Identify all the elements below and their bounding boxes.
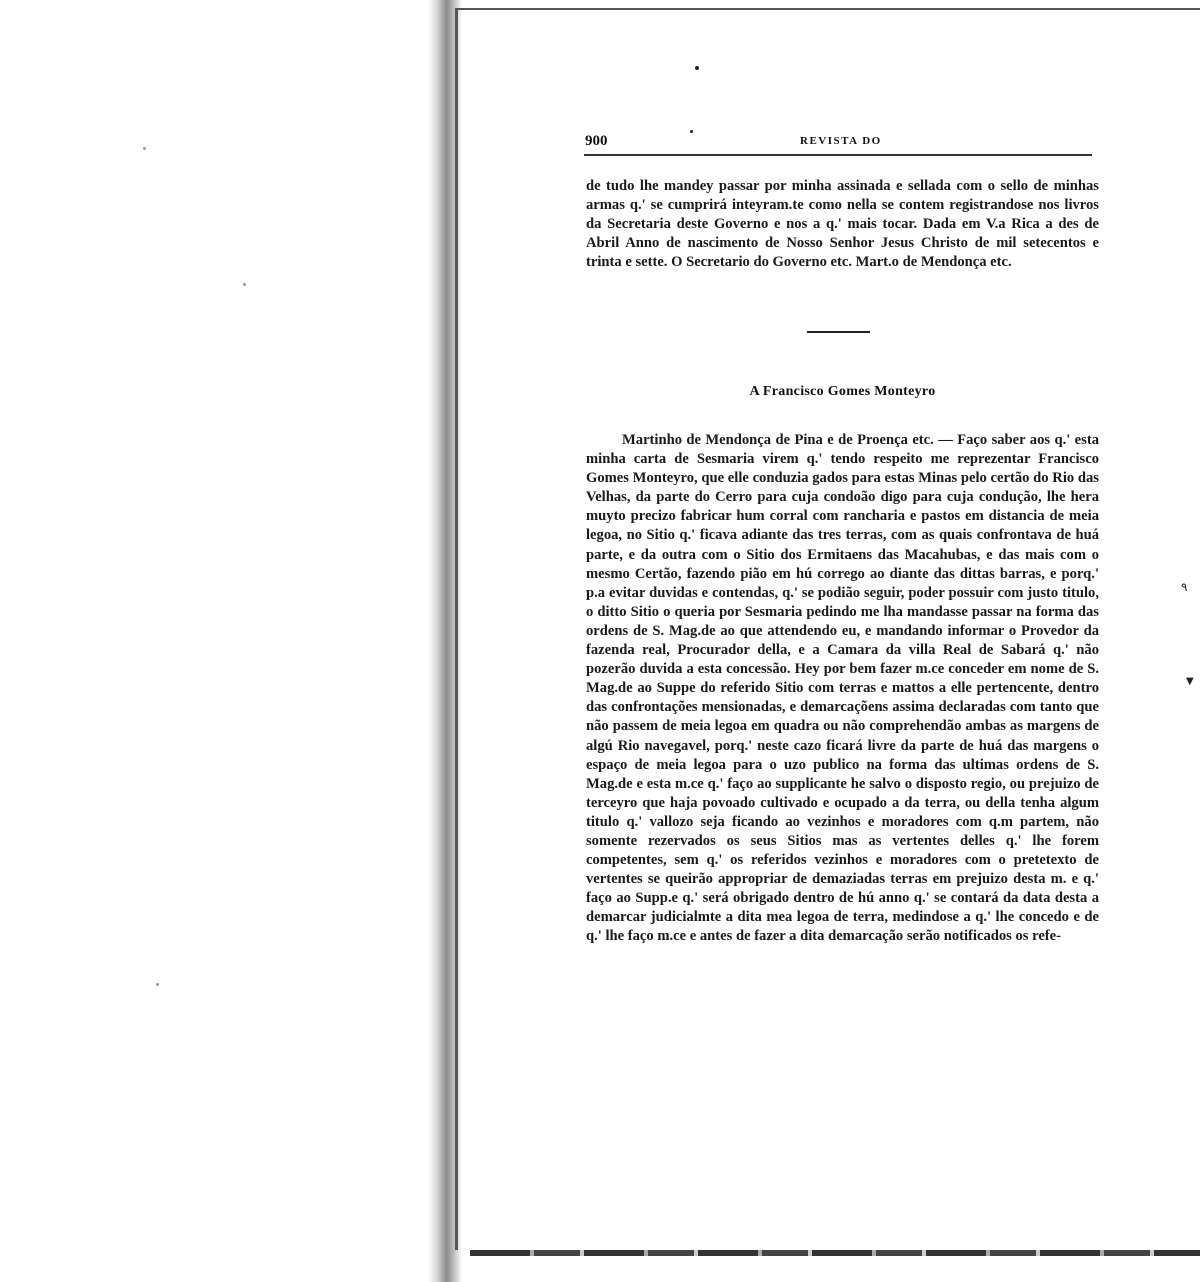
- page-left-edge: [455, 10, 458, 1250]
- margin-triangle-mark: ▼: [1186, 676, 1194, 687]
- ink-speck: [695, 66, 699, 70]
- page-number: 900: [585, 133, 608, 149]
- paragraph-sesmaria-letter: Martinho de Mendonça de Pina e de Proença etc. — Faço saber aos q.' esta minha carta de Sesmaria virem q.' tendo respeito me reprezentar Francisco Gomes Monteyro, que elle conduzia gados para estas Minas pelo certão do Rio das Velhas, da parte do Cerro para cuja condoão digo para cuja condução, lhe hera muyto precizo fabricar hum corral com rancharia e pastos em distancia de meia legoa, no Sitio q.' ficava adiante das tres terras, com as quais confrontava de huá parte, e da outra com o Sitio dos Ermitaens das Macahubas, e das mais com o mesmo Certão, fazendo pião em hú corrego ao diante das dittas barras, e porq.' p.a evitar duvidas e contendas, q.' se podião seguir, poder possuir com justo titulo, o ditto Sitio o queria por Sesmaria pedindo me lha mandasse passar na forma das ordens de S. Mag.de ao que attendendo eu, e mandando informar o Provedor da fazenda real, Procurador della, e a Camara da villa Real de Sabará q.' não pozerão duvida a esta concessão. Hey por bem fazer m.ce conceder em nome de S. Mag.de ao Suppe do referido Sitio com terras e mattos a elle pertencente, dentro das confrontações mensionadas, e demarcaçõens assima declaradas com tanto que não passem de meia legoa em quadra ou não comprehendão ambas as margens de algú Rio navegavel, porq.' neste cazo ficará livre da parte de huá das margens o espaço de meia legoa para o uzo publico na forma das ultimas ordens de S. Mag.de e esta m.ce q.' faço ao supplicante he salvo o disposto regio, ou prejuizo de terceyro que haja povoado cultivado e ocupado a da terra, ou della tenha algum titulo q.' vallozo seja ficando ao vezinhos e moradores com q.m partem, não somente rezervados os seus Sitios mas as vertentes delles q.' lhe forem competentes, sem q.' os referidos vezinhos e moradores com o pretetexto de vertentes se queirão appropriar de demaziadas terras em prejuizo desta m. e q.' faço ao Supp.e q.' será obrigado dentro de hú anno q.' se contará da data desta a demarcar judicialmte a dita mea legoa de terra, medindose a q.' lhe concedo e de q.' lhe faço m.ce e antes de fazer a dita demarcação serão notificados os refe-: [586, 432, 1099, 945]
- header-rule: [584, 154, 1092, 156]
- section-heading: A Francisco Gomes Monteyro: [749, 384, 936, 399]
- paragraph-continuation: de tudo lhe mandey passar por minha assinada e sellada com o sello de minhas armas q.' se cumprirá inteyram.te como nella se contem registrandose nos livros da Secretaria deste Governo e nos a q.' mais tocar. Dada em V.a Rica a des de Abril Anno de nascimento de Nosso Senhor Jesus Christo de mil setecentos e trinta e sette. O Secretario do Governo etc. Mart.o de Mendonça etc.: [586, 178, 1099, 271]
- blank-facing-page: [0, 0, 430, 1282]
- paper-speck: [243, 283, 246, 286]
- paper-speck: [156, 983, 159, 986]
- paper-speck: [143, 147, 146, 150]
- running-title: REVISTA DO: [800, 135, 882, 147]
- page-bottom-edge: [470, 1250, 1200, 1256]
- page-top-edge: [455, 8, 1200, 10]
- margin-speck: ٩: [1181, 580, 1188, 594]
- section-divider: [807, 331, 870, 333]
- ink-speck: [690, 130, 693, 133]
